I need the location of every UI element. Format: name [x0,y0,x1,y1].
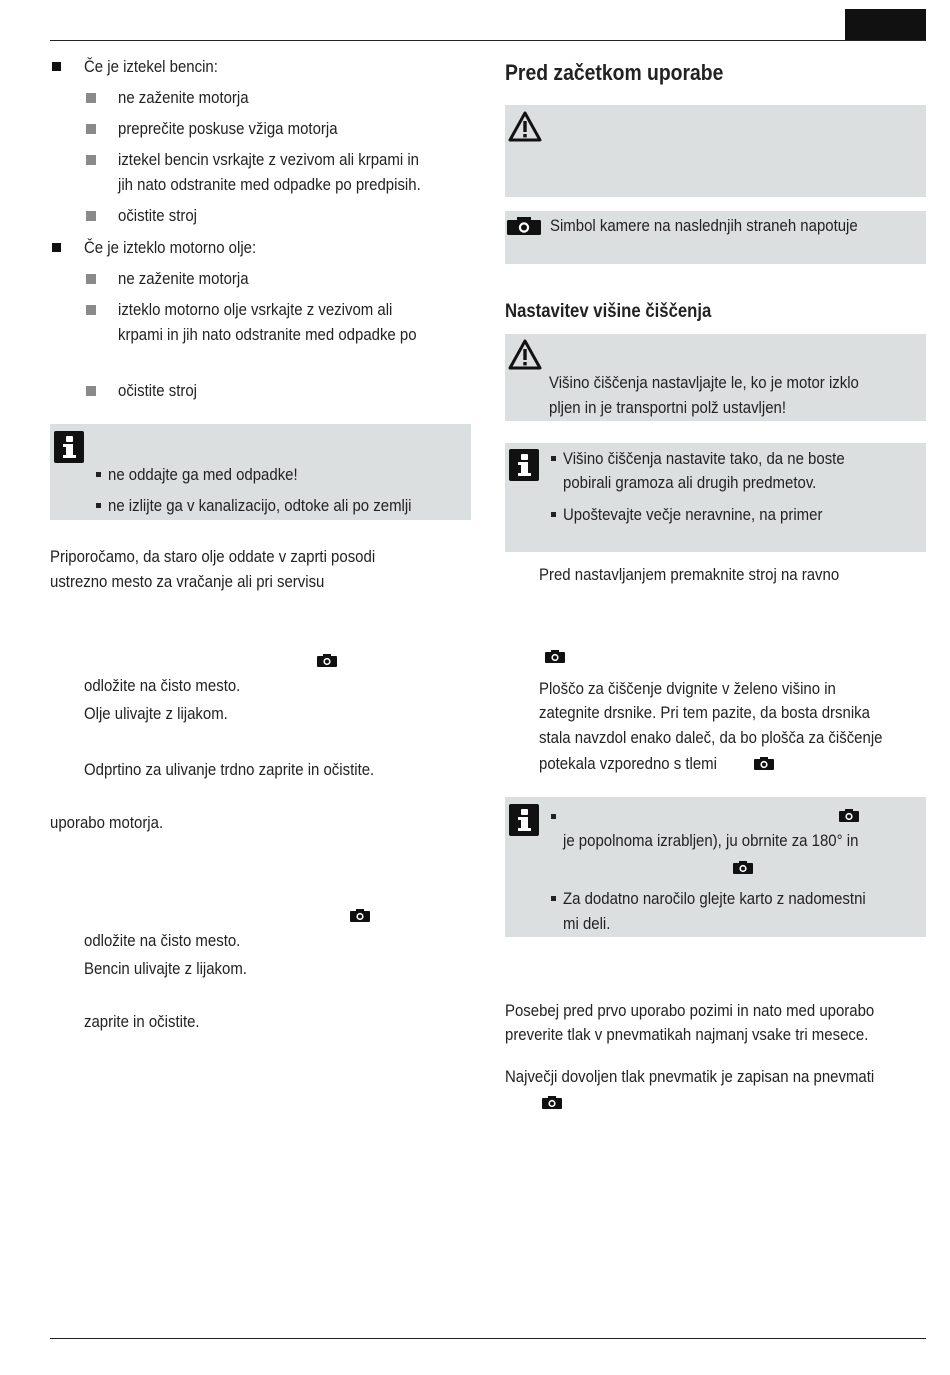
warning-text: pljen in je transportni polž ustavljen! [549,398,787,417]
warning-triangle-icon [508,339,542,370]
warning-text: Višino čiščenja nastavljajte le, ko je motor izklo [549,373,859,392]
info-item: Za dodatno naročilo glejte karto z nadomestni [563,889,866,908]
list-title-oil: Če je izteklo motorno olje: [84,238,257,257]
warning-box [505,334,926,421]
info-box [505,443,926,552]
camera-icon [545,650,565,663]
fuel-step: Bencin ulivajte z lijakom. [84,959,247,978]
bullet-square-icon [86,305,96,315]
warning-box [505,105,926,197]
camera-icon [754,757,774,770]
info-item: je popolnoma izrabljen), ju obrnite za 180° in [563,831,859,850]
list-item-cont: krpami in jih nato odstranite med odpadke po [118,325,417,344]
info-box [50,424,471,520]
bullet-square-icon [86,93,96,103]
paragraph-line: Največji dovoljen tlak pnevmatik je zapisan na pnevmati [505,1067,875,1086]
list-item: iztekel bencin vsrkajte z vezivom ali krpami in [118,150,419,169]
list-item: očistite stroj [118,206,197,225]
paragraph-line: uporabo motorja. [50,813,164,832]
bullet-icon [551,512,556,517]
paragraph-line: ustrezno mesto za vračanje ali pri servisu [50,572,325,591]
info-item-cont: mi deli. [563,914,611,933]
bullet-square-icon [86,274,96,284]
oil-step: Odprtino za ulivanje trdno zaprite in očistite. [84,760,375,779]
paragraph-line: Posebej pred prvo uporabo pozimi in nato med uporabo [505,1001,875,1020]
step-text: Pred nastavljanjem premaknite stroj na ravno [539,565,840,584]
warning-triangle-icon [508,111,542,142]
page-tab-marker [845,9,926,40]
camera-icon [317,654,337,667]
camera-icon [542,1096,562,1109]
bullet-square-icon [86,124,96,134]
bullet-square-icon [52,62,61,71]
list-item: preprečite poskuse vžiga motorja [118,119,338,138]
bullet-icon [551,814,556,819]
oil-step: Olje ulivajte z lijakom. [84,704,228,723]
camera-icon [839,809,859,822]
info-box [505,797,926,937]
step-text: Ploščo za čiščenje dvignite v želeno višino in [539,679,836,698]
info-item: ne izlijte ga v kanalizacijo, odtoke ali po zemlji [108,496,412,515]
camera-note-box [505,211,926,264]
fuel-step: odložite na čisto mesto. [84,931,241,950]
info-item-cont: pobirali gramoza ali drugih predmetov. [563,473,817,492]
bullet-icon [96,503,101,508]
list-item: izteklo motorno olje vsrkajte z vezivom ali [118,300,393,319]
header-rule [50,40,926,41]
info-icon [509,804,539,836]
fuel-step: zaprite in očistite. [84,1012,200,1031]
bullet-square-icon [86,386,96,396]
camera-icon [507,217,541,235]
list-item-cont: jih nato odstranite med odpadke po predpisih. [118,175,421,194]
info-item: Višino čiščenja nastavite tako, da ne boste [563,449,845,468]
oil-step: odložite na čisto mesto. [84,676,241,695]
section-heading: Pred začetkom uporabe [505,60,724,85]
bullet-icon [96,472,101,477]
bullet-icon [551,456,556,461]
footer-rule [50,1338,926,1339]
subsection-heading: Nastavitev višine čiščenja [505,301,712,322]
info-icon [54,431,84,463]
step-text: potekala vzporedno s tlemi [539,754,717,773]
camera-icon [733,861,753,874]
bullet-square-icon [52,243,61,252]
info-icon [509,449,539,481]
paragraph-line: Priporočamo, da staro olje oddate v zaprti posodi [50,547,376,566]
camera-icon [350,909,370,922]
bullet-icon [551,896,556,901]
camera-note-text: Simbol kamere na naslednjih straneh napotuje [550,216,858,235]
list-title-petrol: Če je iztekel bencin: [84,57,218,76]
list-item: očistite stroj [118,381,197,400]
step-text: stala navzdol enako daleč, da bo plošča za čiščenje [539,728,883,747]
info-item: Upoštevajte večje neravnine, na primer [563,505,823,524]
step-text: zategnite drsnike. Pri tem pazite, da bosta drsnika [539,703,870,722]
list-item: ne zaženite motorja [118,269,249,288]
bullet-square-icon [86,211,96,221]
info-item: ne oddajte ga med odpadke! [108,465,298,484]
list-item: ne zaženite motorja [118,88,249,107]
paragraph-line: preverite tlak v pnevmatikah najmanj vsake tri mesece. [505,1025,869,1044]
bullet-square-icon [86,155,96,165]
